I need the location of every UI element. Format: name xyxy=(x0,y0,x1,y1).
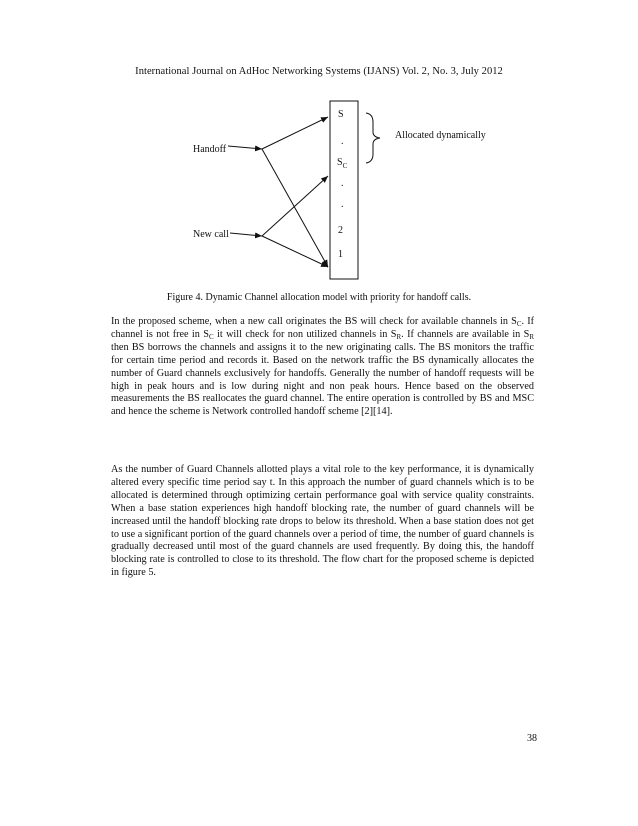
paragraph-2: As the number of Guard Channels allotted plays a vital role to the key performance, it is dynamically altered every specific time period say t. In this approach the number of guard channels which is to be allocated is determined through optimizing certain performance goal with service quality constraints. When a base station experiences high handoff blocking rate, the number of guard channels will be increased until the handoff blocking rate drops to below its threshold. When a base station does not get to use a significant portion of the guard channels over a period of time, the number of guard channels is gradually decreased until most of the guard channels are used frequently. By doing this, the handoff blocking rate is controlled to close to its threshold. The flow chart for the proposed scheme is depicted in figure 5. xyxy=(111,464,534,579)
handoff-to-bottom-arrow xyxy=(262,149,328,267)
channel-label-sc: $S_C$ xyxy=(337,157,348,170)
page-number: 38 xyxy=(527,733,537,744)
channel-stack-box xyxy=(330,101,358,279)
channel-label-2: 2 xyxy=(338,225,343,236)
channel-dot-3: . xyxy=(341,199,344,210)
channel-label-1: 1 xyxy=(338,249,343,260)
newcall-to-sc-arrow xyxy=(262,176,328,236)
figure-caption: Figure 4. Dynamic Channel allocation model with priority for handoff calls. xyxy=(166,292,472,303)
newcall-to-bottom-arrow xyxy=(262,236,328,267)
allocated-dynamically-label: Allocated dynamically xyxy=(395,130,486,141)
channel-allocation-diagram xyxy=(0,0,638,300)
channel-label-s: S xyxy=(338,109,344,120)
journal-header: International Journal on AdHoc Networking Systems (IJANS) Vol. 2, No. 3, July 2012 xyxy=(135,66,503,77)
handoff-to-top-arrow xyxy=(262,117,328,149)
channel-dot-1: . xyxy=(341,136,344,147)
allocated-brace xyxy=(366,113,380,163)
handoff-label: Handoff xyxy=(193,144,227,155)
handoff-input-arrow xyxy=(228,146,262,149)
paragraph-1: In the proposed scheme, when a new call originates the BS will check for available channels in $S_C$. If channel is not free in $S_C$ it will check for non utilized channels in $S_R$. If channels are available in $S_R$ then BS borrows the channels and assigns it to the new originating calls. The BS monitors the traffic for certain time period and records it. Based on the network traffic the BS dynamically allocates the number of Guard channels exclusively for handoffs. Generally the number of handoff requests will be high in peak hours and is low during night and non peak hours. Hence based on the observed measurements the BS reallocates the guard channel. The entire operation is controlled by BS and MSC and hence the scheme is Network controlled handoff scheme [2][14]. xyxy=(111,316,534,418)
channel-dot-2: . xyxy=(341,178,344,189)
new-call-input-arrow xyxy=(230,233,262,236)
new-call-label: New call xyxy=(193,229,229,240)
